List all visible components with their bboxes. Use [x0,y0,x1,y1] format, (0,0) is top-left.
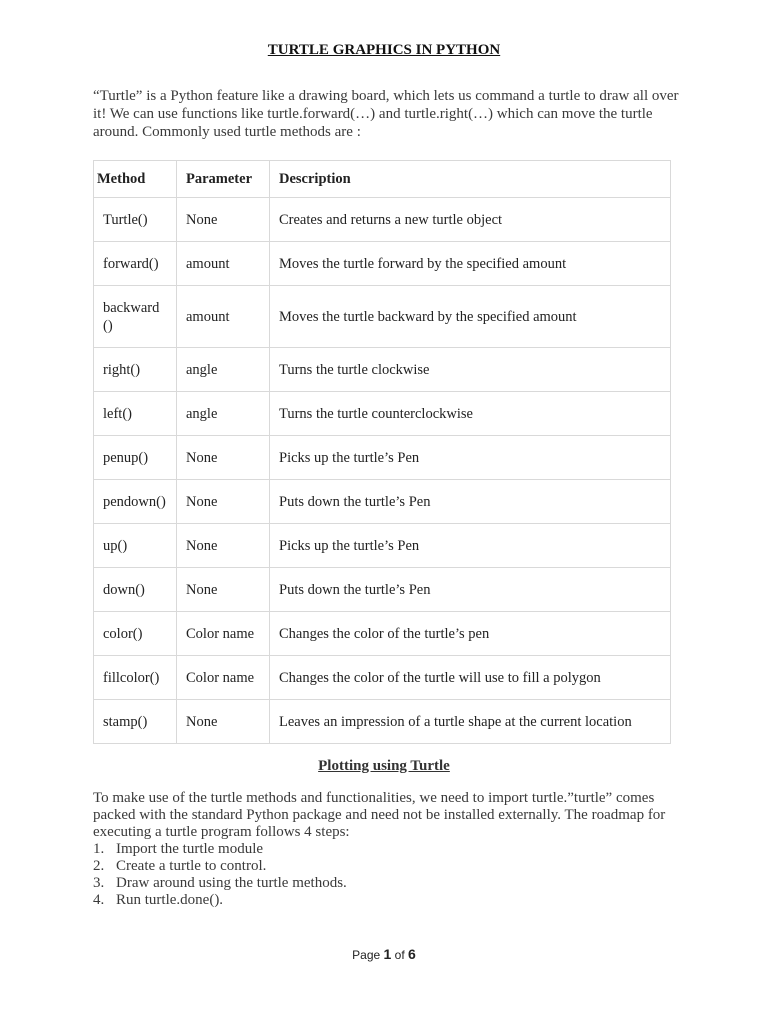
cell-parameter: None [177,568,270,612]
table-row [94,700,671,744]
cell-method: Turtle() [94,198,177,242]
intro-paragraph: “Turtle” is a Python feature like a drawing board, which lets us command a turtle to draw all over it! We can use functions like turtle.forward(…) and turtle.right(…) which can move the turtle around. Commonly used turtle methods are : [93,88,679,140]
page-footer [0,946,768,962]
cell-description: Moves the turtle backward by the specified amount [270,286,671,348]
cell-parameter: Color name [177,612,270,656]
cell-description: Changes the color of the turtle will use to fill a polygon [270,656,671,700]
cell-parameter: None [177,524,270,568]
table-row [94,198,671,242]
list-text: Create a turtle to control. [116,858,267,874]
section-title: Plotting using Turtle [318,758,450,774]
of-word: of [394,948,405,962]
cell-method: pendown() [94,480,177,524]
header-method: Method [94,161,177,198]
list-text: Draw around using the turtle methods. [116,875,347,891]
page-number: 1 [383,946,392,962]
table-row [94,524,671,568]
cell-description: Turns the turtle counterclockwise [270,392,671,436]
table-row [94,286,671,348]
cell-description: Moves the turtle forward by the specified amount [270,242,671,286]
table-row [94,480,671,524]
cell-description: Leaves an impression of a turtle shape at the current location [270,700,671,744]
methods-table [93,160,671,744]
cell-description: Turns the turtle clockwise [270,348,671,392]
list-number: 1. [93,841,105,857]
cell-description: Picks up the turtle’s Pen [270,436,671,480]
cell-method: fillcolor() [94,656,177,700]
table-row [94,612,671,656]
table-header-row [94,161,671,198]
list-item [93,892,683,909]
list-number: 3. [93,875,105,891]
header-parameter: Parameter [177,161,270,198]
page-total: 6 [408,946,416,962]
table-row [94,656,671,700]
list-item [93,858,683,875]
cell-description: Changes the color of the turtle’s pen [270,612,671,656]
cell-method: up() [94,524,177,568]
cell-description: Puts down the turtle’s Pen [270,568,671,612]
cell-parameter: amount [177,286,270,348]
list-text: Import the turtle module [116,841,264,857]
cell-parameter: amount [177,242,270,286]
cell-description: Picks up the turtle’s Pen [270,524,671,568]
table-row [94,436,671,480]
cell-method: right() [94,348,177,392]
cell-method: penup() [94,436,177,480]
list-number: 2. [93,858,105,874]
table-row [94,242,671,286]
body-paragraph: To make use of the turtle methods and functionalities, we need to import turtle.”turtle” comes packed with the standard Python package and need not be installed externally. The roadmap for executing a turtle program follows 4 steps: [93,790,666,840]
page-title: TURTLE GRAPHICS IN PYTHON [267,42,501,58]
list-text: Run turtle.done(). [116,892,224,908]
cell-parameter: None [177,480,270,524]
cell-method: backward() [94,286,177,348]
list-item [93,841,683,858]
cell-parameter: angle [177,392,270,436]
cell-parameter: None [177,198,270,242]
header-description: Description [270,161,671,198]
cell-parameter: Color name [177,656,270,700]
cell-parameter: angle [177,348,270,392]
cell-method: color() [94,612,177,656]
cell-method: down() [94,568,177,612]
table-row [94,392,671,436]
table-row [94,348,671,392]
cell-parameter: None [177,436,270,480]
steps-list [93,841,683,909]
cell-description: Creates and returns a new turtle object [270,198,671,242]
table-row [94,568,671,612]
cell-method: forward() [94,242,177,286]
cell-method: left() [94,392,177,436]
list-item [93,875,683,892]
cell-description: Puts down the turtle’s Pen [270,480,671,524]
page-word: Page [352,948,381,962]
cell-method: stamp() [94,700,177,744]
list-number: 4. [93,892,105,908]
cell-parameter: None [177,700,270,744]
